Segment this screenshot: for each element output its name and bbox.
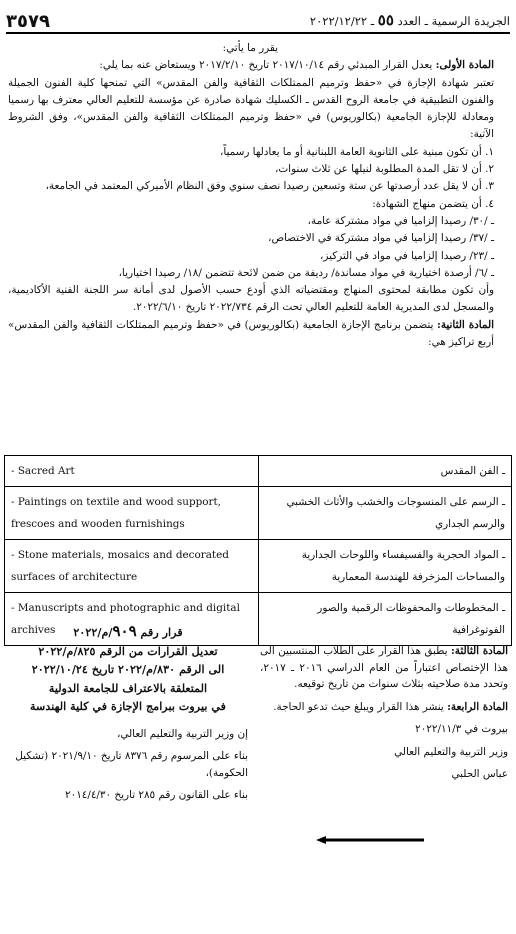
- concentration-ar: ـ الرسم على المنسوجات والخشب والأثاث الخشبي والرسم الجداري: [258, 487, 512, 540]
- table-row: [5, 540, 512, 593]
- conformity-clause: وأن تكون مطابقة لمحتوى المنهاج ومقتضياته الذي أودع حسب الأصول لدى أمانة سر اللجنة الفنية الأكاديمية، والمسجل لدى المديرية العامة للتعليم العالي تحت الرقم ٢٠٢٢/٧٣٤ تاريخ ٢٠٢٢/٦/١٠.: [8, 284, 494, 314]
- decision-body: [8, 40, 508, 351]
- decision-number: [8, 622, 248, 642]
- curriculum-item: ـ /٢٣/ رصيدا إلزاميا في مواد في التركيز،: [320, 249, 494, 262]
- article-two-text: يتضمن برنامج الإجازة الجامعية (بكالوريوس) في «حفظ وترميم الممتلكات الثقافية والفن المقدس» أربع تراكيز هي:: [8, 318, 494, 349]
- concentration-en: - Paintings on textile and wood support, frescoes and wooden furnishings: [5, 487, 259, 540]
- page-header: [6, 6, 510, 34]
- curriculum-item: ـ /٦/ أرصدة اختيارية في مواد مساندة/ رديفة من ضمن لائحة تتضمن /١٨/ رصيدا اختياريا،: [118, 266, 494, 279]
- table-row: [5, 456, 512, 487]
- article-two: [8, 317, 508, 352]
- concentration-en: - Stone materials, mosaics and decorated surfaces of architecture: [5, 540, 259, 593]
- condition-item: ٢. أن لا تقل المدة المطلوبة لنيلها عن ثلاث سنوات،: [275, 163, 494, 176]
- closing-articles: [260, 643, 508, 789]
- next-decision: [8, 622, 248, 810]
- condition-item: ١. أن تكون مبنية على الثانوية العامة اللبنانية أو ما يعادلها رسمياً،: [219, 145, 494, 158]
- minister-title: وزير التربية والتعليم العالي: [394, 745, 508, 758]
- gazette-name: الجريدة الرسمية ـ العدد: [397, 14, 510, 28]
- article-three-text: يطبق هذا القرار على الطلاب المنتسبين الى هذا الإختصاص اعتباراً من العام الدراسي ٢٠١٦ ـ ٢٠١٧، وتحدد مدة صلاحيته بثلاث سنوات من تاريخ توقيعه.: [260, 645, 508, 690]
- gazette-title: [310, 11, 510, 32]
- place-date: بيروت في ٢٠٢٢/١١/٣: [415, 723, 508, 735]
- concentration-ar: ـ الفن المقدس: [258, 456, 512, 487]
- decision-intro: يقرر ما يأتي:: [222, 42, 278, 54]
- curriculum-item: ـ /٣٠/ رصيدا إلزاميا في مواد مشتركة عامة،: [307, 214, 494, 227]
- decision-heading: [8, 622, 248, 716]
- page-number: ٣٥٧٩: [6, 11, 50, 32]
- curriculum-item: ـ /٣٧/ رصيدا إلزاميا في مواد مشتركة في الاختصاص،: [268, 232, 494, 245]
- decision-number-prefix: قرار رقم: [140, 625, 183, 639]
- condition-item: ٣. أن لا يقل عدد أرصدتها عن ستة وتسعين رصيدا نصف سنوي وفق النظام الأميركي المعتمد في الجامعة،: [45, 180, 494, 193]
- decision-number-value: ٩٠٩: [112, 622, 137, 640]
- article-one-label: المادة الأولى:: [435, 59, 494, 72]
- issue-date: ـ ٢٠٢٢/١٢/٢٢: [309, 14, 375, 28]
- article-one-text: يعدل القرار المبدئي رقم ٢٠١٧/١٠/١٤ تاريخ ٢٠١٧/٢/١٠ ويستعاض عنه بما يلي:: [99, 59, 433, 72]
- article-three: [260, 643, 508, 693]
- concentration-en: - Sacred Art: [5, 456, 259, 487]
- concentration-ar: ـ المخطوطات والمحفوظات الرقمية والصور الفوتوغرافية: [258, 593, 512, 646]
- decision-number-suffix: /م/٢٠٢٢: [73, 625, 113, 639]
- preamble-law: بناء على القانون رقم ٢٨٥ تاريخ ٢٠١٤/٤/٣٠: [65, 789, 248, 801]
- issue-number: ٥٥: [377, 11, 394, 29]
- article-three-label: المادة الثالثة:: [450, 645, 508, 657]
- concentration-en: - Manuscripts and photographic and digital archives: [5, 593, 259, 646]
- preamble-minister: إن وزير التربية والتعليم العالي،: [116, 727, 248, 740]
- table-row: [5, 487, 512, 540]
- separator-arrow-icon: [316, 836, 424, 844]
- article-one: [8, 57, 508, 74]
- article-one-body: تعتبر شهادة الإجازة في «حفظ وترميم الممتلكات الثقافية والفن المقدس» التي تمنحها كلية الفنون الجميلة والفنون التطبيقية في جامعة الروح القدس ـ الكسليك شهادة صادرة عن مؤسسة للتعليم العالي معترف بها رسميا ومعادلة للإجازة الجامعية (بكالوريوس) في «حفظ وترميم الممتلكات الثقافية والفن المقدس»، وفق الشروط الآتية:: [8, 76, 494, 141]
- decision-title-line: المتعلقة بالاعتراف للجامعة الدولية: [48, 680, 208, 695]
- preamble-decree: بناء على المرسوم رقم ٨٣٧٦ تاريخ ٢٠٢١/٩/١٠ (تشكيل الحكومة)،: [15, 750, 248, 779]
- article-two-label: المادة الثانية:: [437, 318, 494, 331]
- article-four: [260, 699, 508, 716]
- article-four-text: ينشر هذا القرار ويبلغ حيث تدعو الحاجة.: [273, 700, 444, 713]
- decision-title-line: تعديل القرارات من الرقم ٨٢٥/م/٢٠٢٢: [38, 643, 218, 658]
- concentrations-table: [4, 455, 512, 646]
- condition-item: ٤. أن يتضمن منهاج الشهادة:: [372, 197, 494, 210]
- decision-title-line: في بيروت ببرامج الإجازة في كلية الهندسة: [29, 699, 227, 713]
- minister-name: عباس الحلبي: [451, 768, 508, 780]
- decision-title-line: الى الرقم ٨٣٠/م/٢٠٢٢ تاريخ ٢٠٢٢/١٠/٢٤: [31, 662, 225, 676]
- article-four-label: المادة الرابعة:: [447, 700, 508, 713]
- concentration-ar: ـ المواد الحجرية والفسيفساء واللوحات الجدارية والمساحات المزخرفة للهندسة المعمارية: [258, 540, 512, 593]
